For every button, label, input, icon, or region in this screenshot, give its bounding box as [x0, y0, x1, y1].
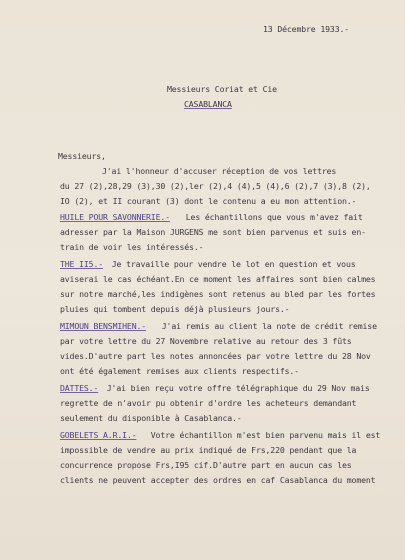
- paragraph-line: vides.D'autre part les notes annoncées par votre lettre du 28 Nov: [60, 351, 371, 361]
- salutation: Messieurs,: [58, 151, 106, 161]
- paragraph-line: IO (2), et II courant (3) dont le contenu a eu mon attention.-: [60, 196, 357, 206]
- paragraph-line: train de voir les intéressés.-: [60, 242, 204, 252]
- paragraph-line: clients ne peuvent accepter des ordres en caf Casablanca du moment: [60, 475, 376, 485]
- letter-date: 13 Décembre 1933.-: [263, 24, 350, 34]
- section-heading: DATTES.-: [60, 383, 99, 393]
- recipient-name: Messieurs Coriat et Cie: [167, 84, 277, 94]
- paragraph-line: J'ai bien reçu votre offre télégraphique du 29 Nov mais: [102, 383, 370, 393]
- paragraph-line: Je travaille pour vendre le lot en question et vous: [107, 259, 356, 269]
- paragraph-line: aviserai le cas échéant.En ce moment les affaires sont bien calmes: [60, 274, 376, 284]
- paragraph-line: J'ai l'honneur d'accuser réception de vos lettres: [102, 166, 337, 176]
- paragraph-line: ont été également remises aux clients respectifs.-: [60, 366, 299, 376]
- paragraph-line: J'ai remis au client la note de crédit remise: [157, 321, 377, 331]
- section-heading: MIMOUN BENSMIHEN.-: [60, 321, 147, 331]
- paragraph-line: regrette de n'avoir pu obtenir d'ordre les acheteurs demandant: [60, 398, 357, 408]
- paragraph-line: par votre lettre du 27 Novembre relative au retour des 3 fûts: [60, 336, 352, 346]
- section-heading: THE II5.-: [60, 259, 104, 269]
- section-heading: GOBELETS A.R.I.-: [60, 430, 137, 440]
- paragraph-line: Votre échantillon m'est bien parvenu mais il est: [146, 430, 381, 440]
- recipient-city: CASABLANCA: [184, 99, 232, 109]
- paragraph-line: impossible de vendre au prix indiqué de Frs,220 pendant que la: [60, 445, 357, 455]
- paragraph-line: pluies qui tombent depuis déjà plusieurs jours.-: [60, 304, 290, 314]
- section-heading: HUILE POUR SAVONNERIE.-: [60, 212, 170, 222]
- paragraph-line: du 27 (2),28,29 (3),30 (2),ler (2),4 (4),5 (4),6 (2),7 (3),8 (2),: [60, 181, 371, 191]
- paragraph-line: adresser par la Maison JURGENS me sont bien parvenus et suis en-: [60, 227, 366, 237]
- paragraph-line: seulement du disponible à Casablanca.-: [60, 413, 242, 423]
- paragraph-line: sur notre marché,les indigènes sont retenus au bled par les fortes: [60, 289, 376, 299]
- paragraph-line: Les échantillons que vous m'avez fait: [181, 212, 363, 222]
- paragraph-line: concurrence propose Frs,I95 cif.D'autre part en aucun cas les: [60, 460, 352, 470]
